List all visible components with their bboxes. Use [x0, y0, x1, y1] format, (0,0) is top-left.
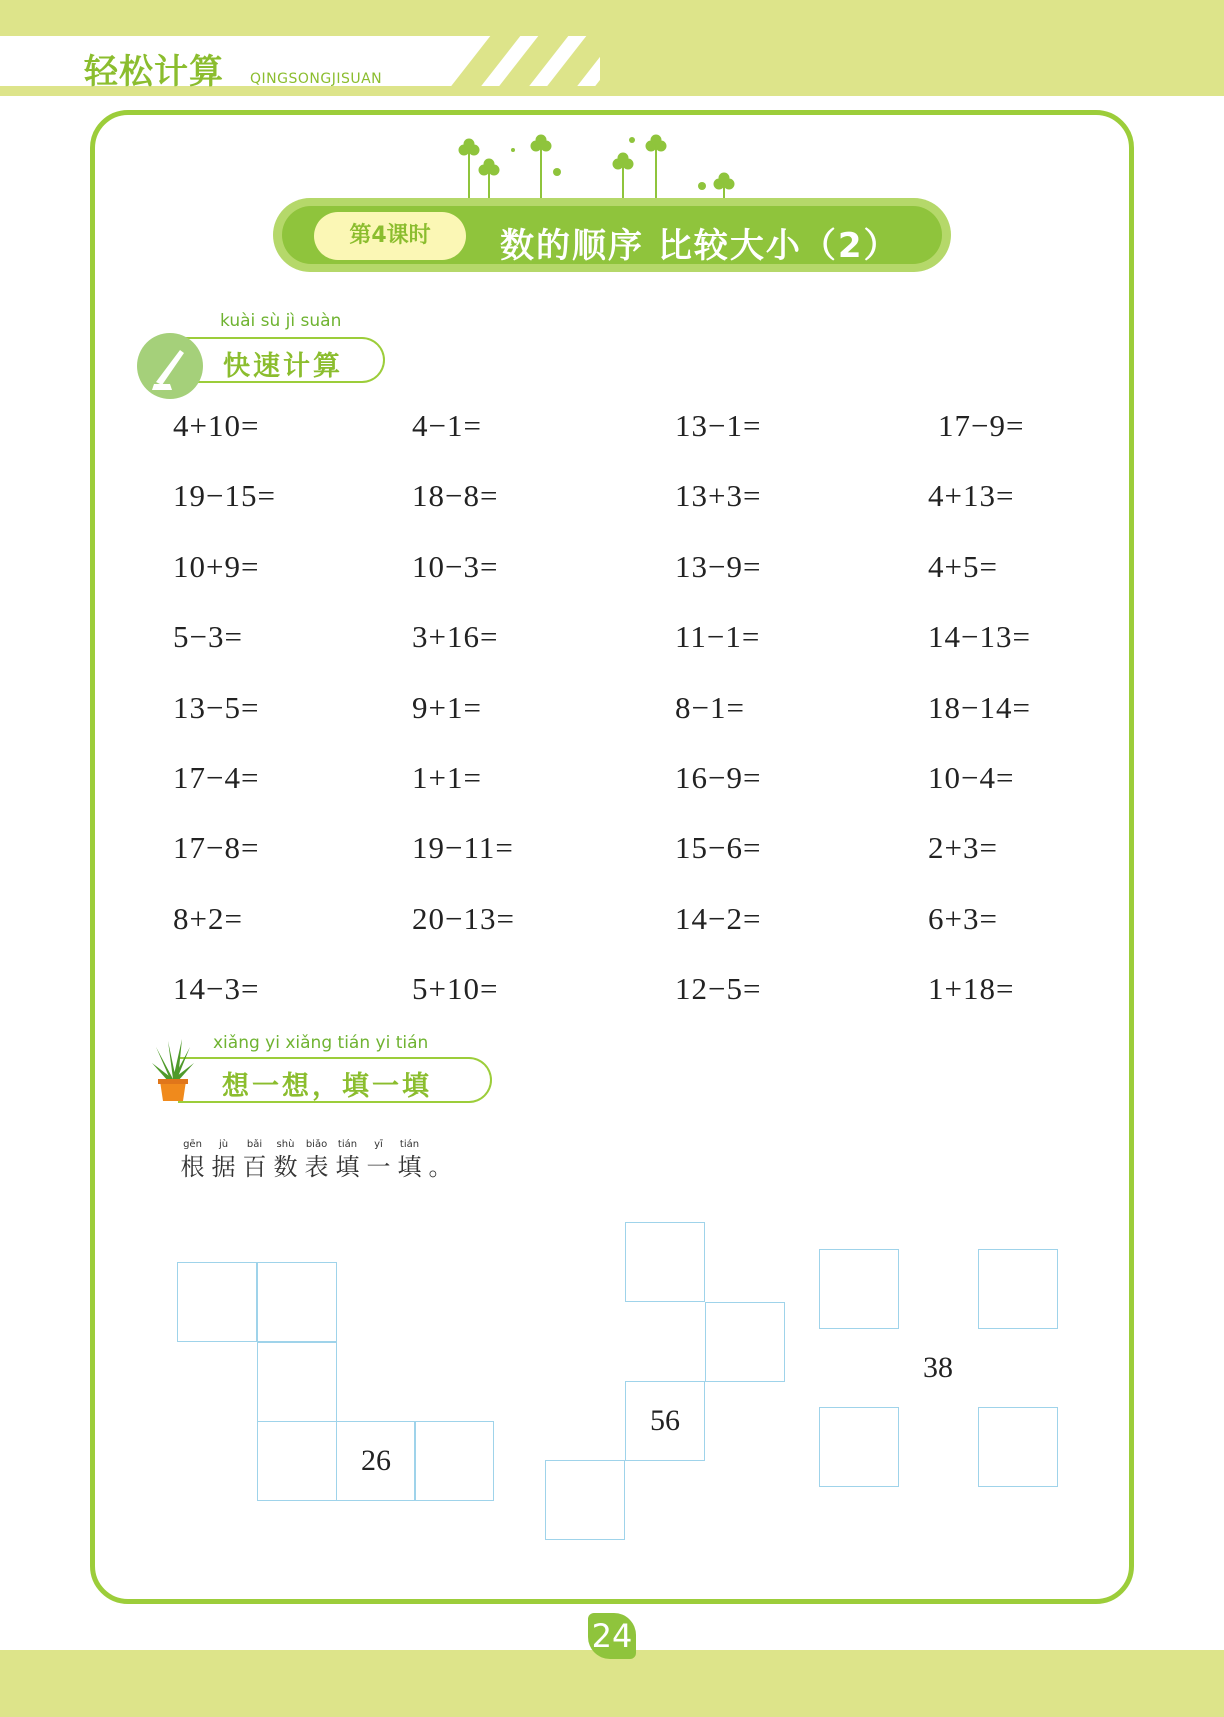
ruby-char: gēn 根 — [180, 1139, 205, 1181]
ruby-char: biǎo 表 — [304, 1139, 329, 1181]
problem: 9+1= — [412, 690, 482, 725]
blank-cell[interactable] — [545, 1460, 625, 1540]
problem: 8−1= — [675, 690, 745, 725]
brand-pinyin: QINGSONGJISUAN — [250, 71, 383, 87]
problem: 13−1= — [675, 408, 762, 443]
think-fill-pinyin: xiǎng yi xiǎng tián yi tián — [213, 1033, 429, 1053]
problem: 8+2= — [173, 901, 243, 936]
given-cell: 56 — [625, 1381, 705, 1461]
ruby-char: yī 一 — [366, 1139, 391, 1181]
problem: 12−5= — [675, 971, 762, 1006]
blank-cell[interactable] — [705, 1302, 785, 1382]
blank-cell[interactable] — [819, 1407, 899, 1487]
blank-cell[interactable] — [257, 1342, 337, 1422]
problem: 19−11= — [412, 830, 514, 865]
problem: 17−8= — [173, 830, 260, 865]
problem: 5+10= — [412, 971, 499, 1006]
problem: 18−8= — [412, 478, 499, 513]
problem: 2+3= — [928, 830, 998, 865]
blank-cell[interactable] — [257, 1421, 337, 1501]
blank-cell[interactable] — [978, 1407, 1058, 1487]
instruction-text — [177, 1138, 456, 1182]
problem: 14−2= — [675, 901, 762, 936]
think-fill-label: 想一想，填一填 — [222, 1071, 432, 1102]
problem: 17−4= — [173, 760, 260, 795]
problem: 13−5= — [173, 690, 260, 725]
blank-cell[interactable] — [414, 1421, 494, 1501]
problem: 3+16= — [412, 619, 499, 654]
problem: 4+13= — [928, 478, 1015, 513]
quick-calc-pinyin: kuài sù jì suàn — [220, 311, 342, 331]
page-number: 24 — [588, 1613, 636, 1659]
ruby-char: shù 数 — [273, 1139, 298, 1181]
problem: 17−9= — [938, 408, 1025, 443]
problem: 5−3= — [173, 619, 243, 654]
problem: 11−1= — [675, 619, 761, 654]
ruby-char: tián 填 — [335, 1139, 360, 1181]
given-cell: 26 — [336, 1421, 416, 1501]
problem: 16−9= — [675, 760, 762, 795]
blank-cell[interactable] — [257, 1262, 337, 1342]
problem: 14−3= — [173, 971, 260, 1006]
problem: 1+18= — [928, 971, 1015, 1006]
given-cell: 38 — [923, 1351, 953, 1384]
brand-title: 轻松计算 — [84, 52, 224, 92]
problem: 10−3= — [412, 549, 499, 584]
blank-cell[interactable] — [625, 1222, 705, 1302]
ruby-char: 。 — [428, 1153, 453, 1181]
problem: 4−1= — [412, 408, 482, 443]
ruby-char: jù 据 — [211, 1139, 236, 1181]
problem: 14−13= — [928, 619, 1031, 654]
quick-calc-label: 快速计算 — [223, 351, 343, 382]
problem: 13+3= — [675, 478, 762, 513]
problem: 18−14= — [928, 690, 1031, 725]
problem: 4+10= — [173, 408, 260, 443]
potted-plant-icon — [150, 1035, 196, 1103]
problem: 1+1= — [412, 760, 482, 795]
problem: 6+3= — [928, 901, 998, 936]
blank-cell[interactable] — [177, 1262, 257, 1342]
problem: 10−4= — [928, 760, 1015, 795]
problem: 13−9= — [675, 549, 762, 584]
problem: 20−13= — [412, 901, 515, 936]
footer-band — [0, 1650, 1224, 1717]
lesson-number: 第4课时 — [314, 212, 466, 260]
problem: 19−15= — [173, 478, 276, 513]
ruby-char: bǎi 百 — [242, 1139, 267, 1181]
ruby-char: tián 填 — [397, 1139, 422, 1181]
problem: 4+5= — [928, 549, 998, 584]
problem: 15−6= — [675, 830, 762, 865]
blank-cell[interactable] — [978, 1249, 1058, 1329]
pencil-hand-icon — [150, 340, 190, 392]
lesson-title: 数的顺序 比较大小（2） — [500, 226, 900, 266]
blank-cell[interactable] — [819, 1249, 899, 1329]
problem: 10+9= — [173, 549, 260, 584]
